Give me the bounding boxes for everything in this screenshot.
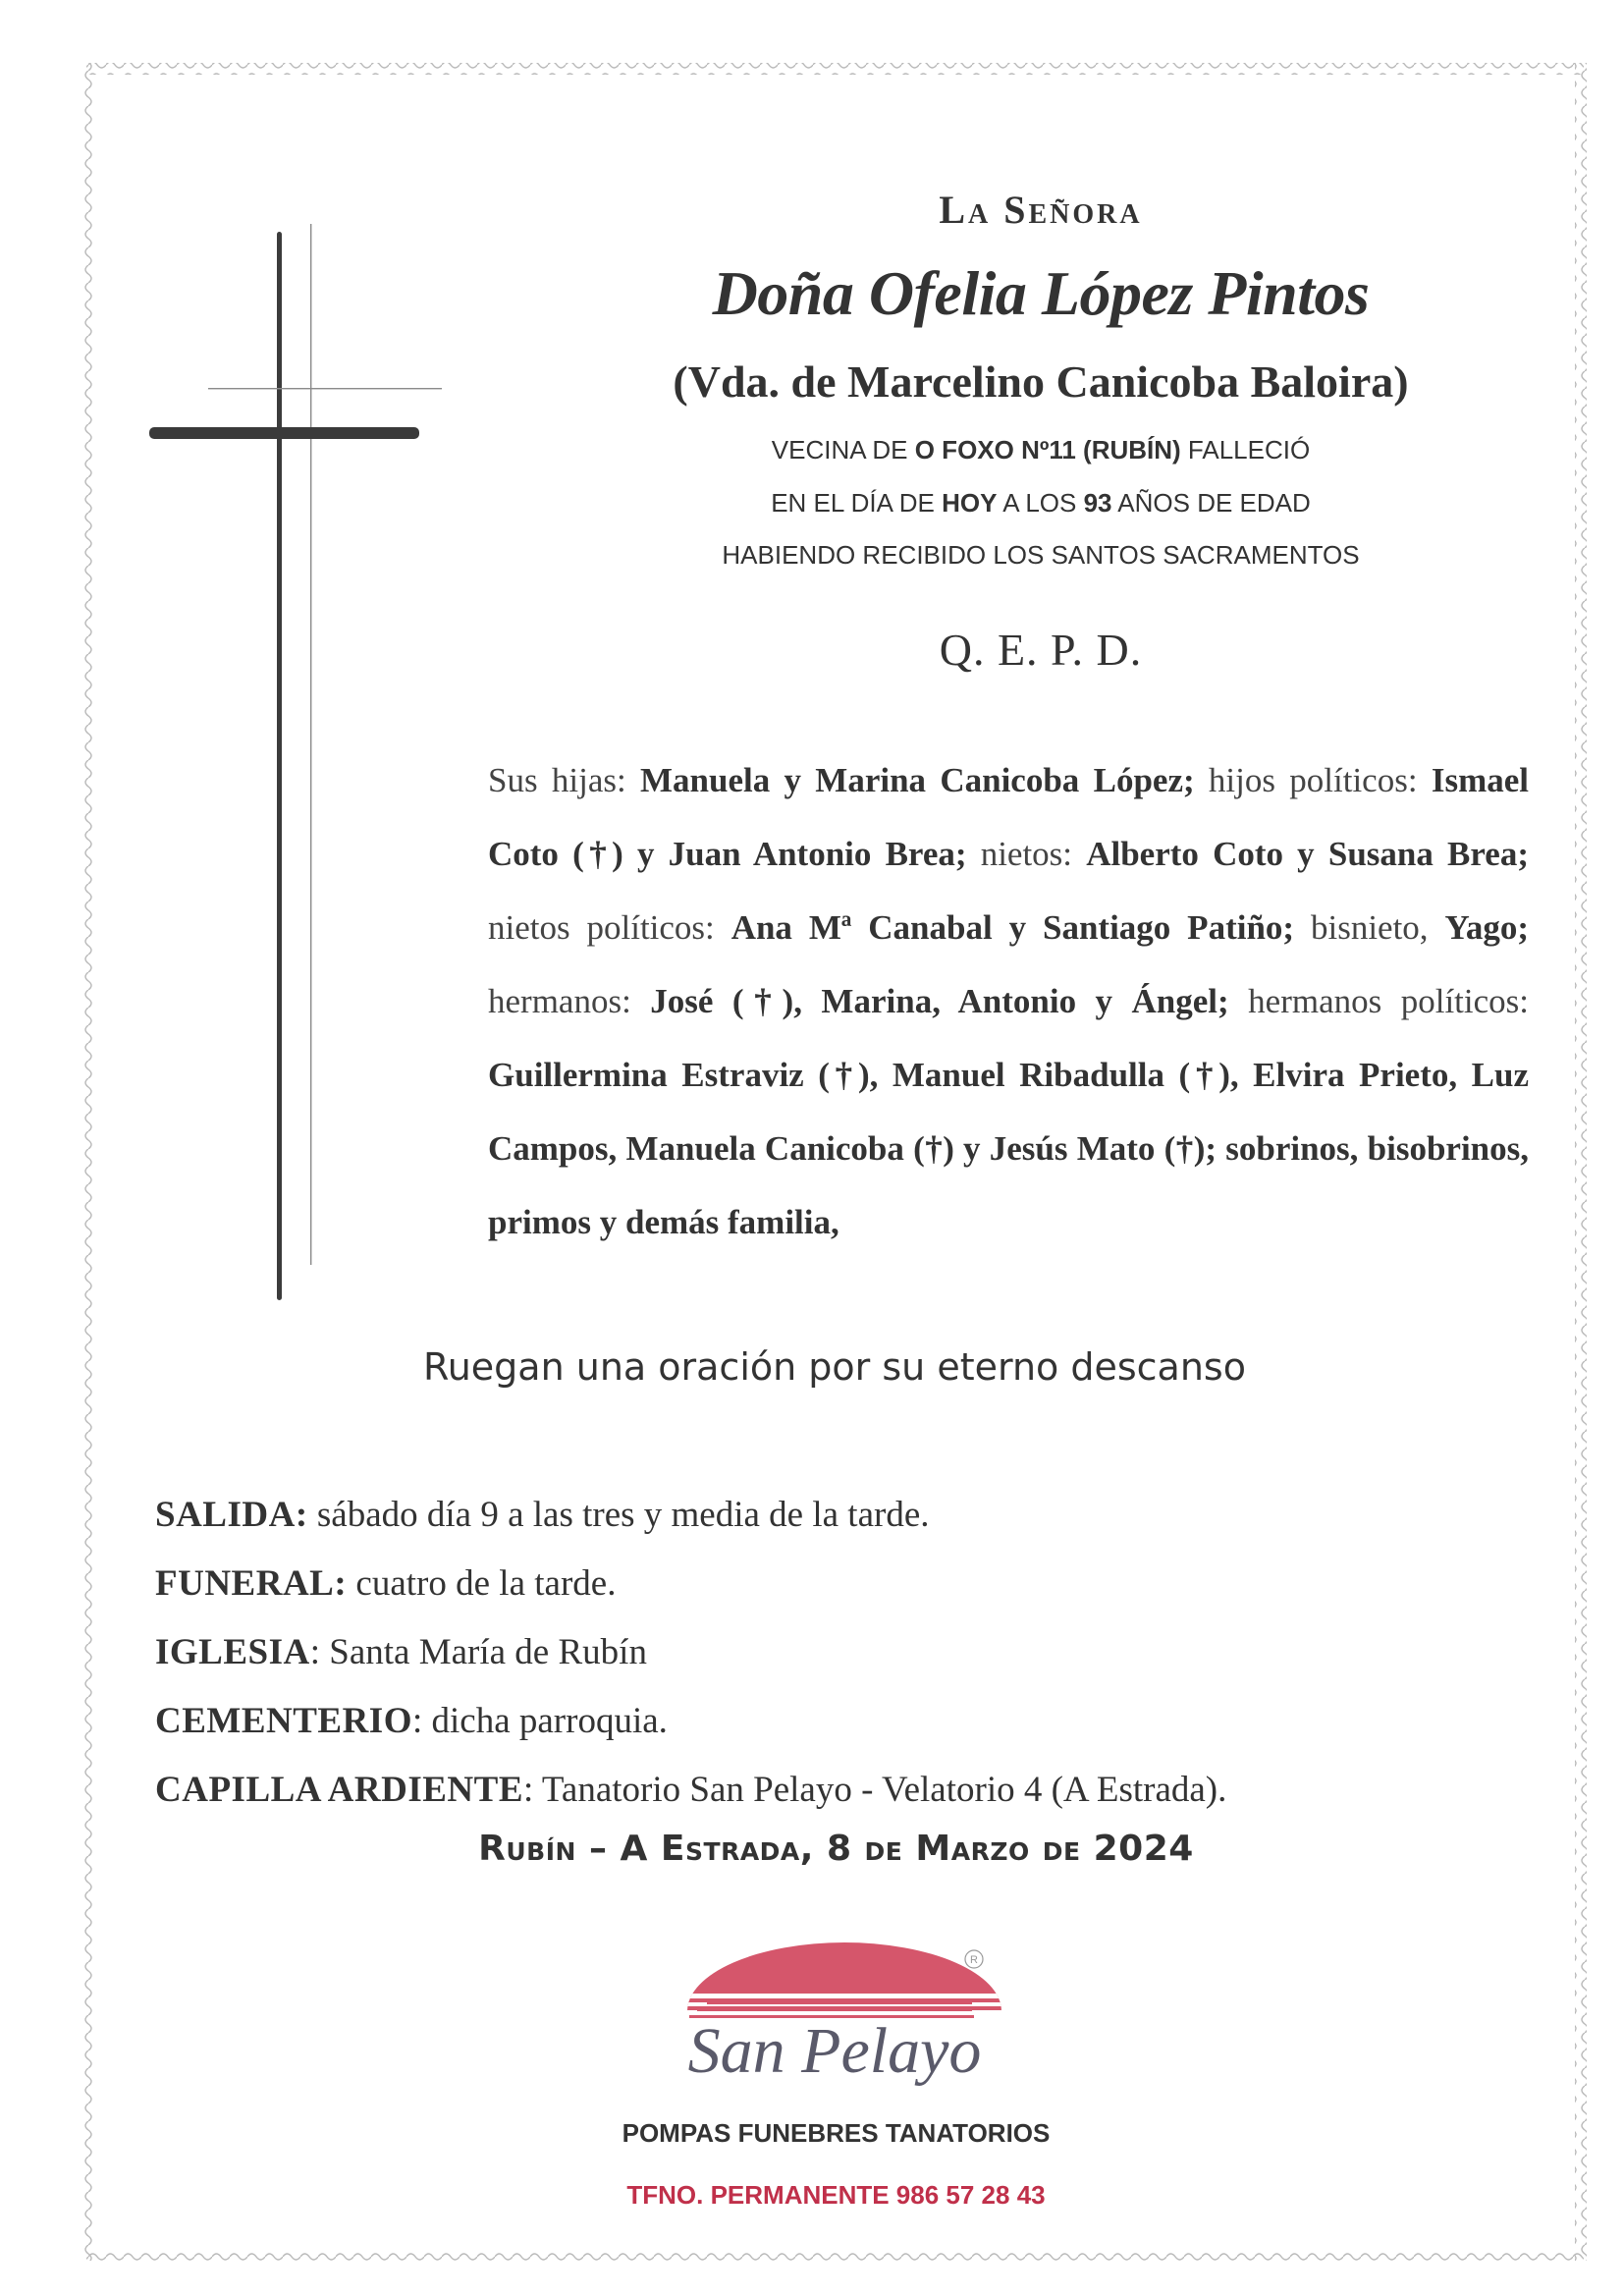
place-date: Rubín – A Estrada, 8 de Marzo de 2024 (478, 1829, 1194, 1869)
family-text-segment: ) y Jesús Mato ( (943, 1129, 1176, 1168)
deceased-cross-icon: † (583, 835, 613, 873)
service-row (155, 1756, 1549, 1825)
prayer-text: Ruegan una oración por su eterno descanso (423, 1345, 1246, 1389)
family-text-segment: ) y Juan Antonio Brea; (612, 835, 967, 873)
salutation: La Señora (939, 188, 1143, 232)
family-text-segment: Ana Mª Canabal y Santiago Patiño; (730, 908, 1295, 947)
family-text-segment: nietos: (966, 835, 1087, 873)
company-name: POMPAS FUNEBRES TANATORIOS (622, 2118, 1051, 2148)
family-text-segment: Manuela y Marina Canicoba López; (640, 761, 1195, 799)
family-text-segment: ), Marina, Antonio y Ángel; (782, 982, 1229, 1020)
deceased-cross-icon: † (743, 982, 783, 1020)
cross-icon (137, 224, 452, 1304)
service-row (155, 1481, 1549, 1550)
service-value: sábado día 9 a las tres y media de la tarde. (307, 1495, 930, 1535)
family-text-segment: hermanos políticos: (1228, 982, 1530, 1020)
service-details (155, 1481, 1549, 1825)
family-text-segment: ); sobrinos, bisobrinos, primos y demás familia, (488, 1129, 1530, 1241)
service-label: CAPILLA ARDIENTE (155, 1770, 524, 1810)
service-row (155, 1618, 1549, 1687)
family-text-segment: Yago; (1444, 908, 1530, 947)
deceased-cross-icon: † (829, 1056, 858, 1094)
family-text-segment: ), Manuel Ribadulla ( (857, 1056, 1191, 1094)
deceased-cross-icon: † (1175, 1129, 1194, 1168)
family-text-segment: nietos políticos: (488, 908, 731, 947)
widow-of: (Vda. de Marcelino Canicoba Baloira) (673, 356, 1409, 407)
san-pelayo-logo (668, 1927, 1001, 2133)
service-label: CEMENTERIO (155, 1701, 412, 1741)
service-label: SALIDA: (155, 1495, 308, 1535)
deceased-name: Doña Ofelia López Pintos (712, 258, 1370, 328)
service-value: cuatro de la tarde. (347, 1563, 617, 1604)
family-text-segment: Guillermina Estraviz ( (488, 1056, 830, 1094)
service-value: : Tanatorio San Pelayo - Velatorio 4 (A Estrada). (523, 1770, 1227, 1810)
family-text-segment: Ismael Coto ( (488, 761, 1530, 873)
family-paragraph (488, 743, 1529, 1259)
family-text-segment: hijos políticos: (1194, 761, 1432, 799)
registered-mark: R (970, 1954, 978, 1966)
death-line: EN EL DÍA DE HOY A LOS 93 AÑOS DE EDAD (771, 488, 1311, 518)
residence-line: VECINA DE O FOXO Nº11 (RUBÍN) FALLECIÓ (771, 435, 1311, 465)
service-value: : dicha parroquia. (411, 1701, 668, 1741)
family-text-segment: bisnieto, (1294, 908, 1445, 947)
service-row (155, 1687, 1549, 1756)
rip-text: Q. E. P. D. (939, 625, 1143, 675)
logo-wordmark: San Pelayo (687, 2015, 982, 2087)
service-label: IGLESIA (155, 1632, 310, 1672)
family-text-segment: José ( (650, 982, 744, 1020)
family-text-segment: Sus hijas: (488, 761, 640, 799)
deceased-cross-icon: † (1190, 1056, 1219, 1094)
service-value: : Santa María de Rubín (309, 1632, 647, 1672)
family-text-segment: Alberto Coto y Susana Brea; (1086, 835, 1529, 873)
family-text-segment: ), Elvira Prieto, Luz Campos, Manuela Canicoba ( (488, 1056, 1529, 1168)
phone-number: TFNO. PERMANENTE 986 57 28 43 (626, 2180, 1046, 2210)
deceased-cross-icon: † (924, 1129, 944, 1168)
sacraments-line: HABIENDO RECIBIDO LOS SANTOS SACRAMENTOS (722, 540, 1360, 570)
service-label: FUNERAL: (155, 1563, 348, 1604)
family-text-segment: hermanos: (488, 982, 651, 1020)
service-row (155, 1550, 1549, 1618)
